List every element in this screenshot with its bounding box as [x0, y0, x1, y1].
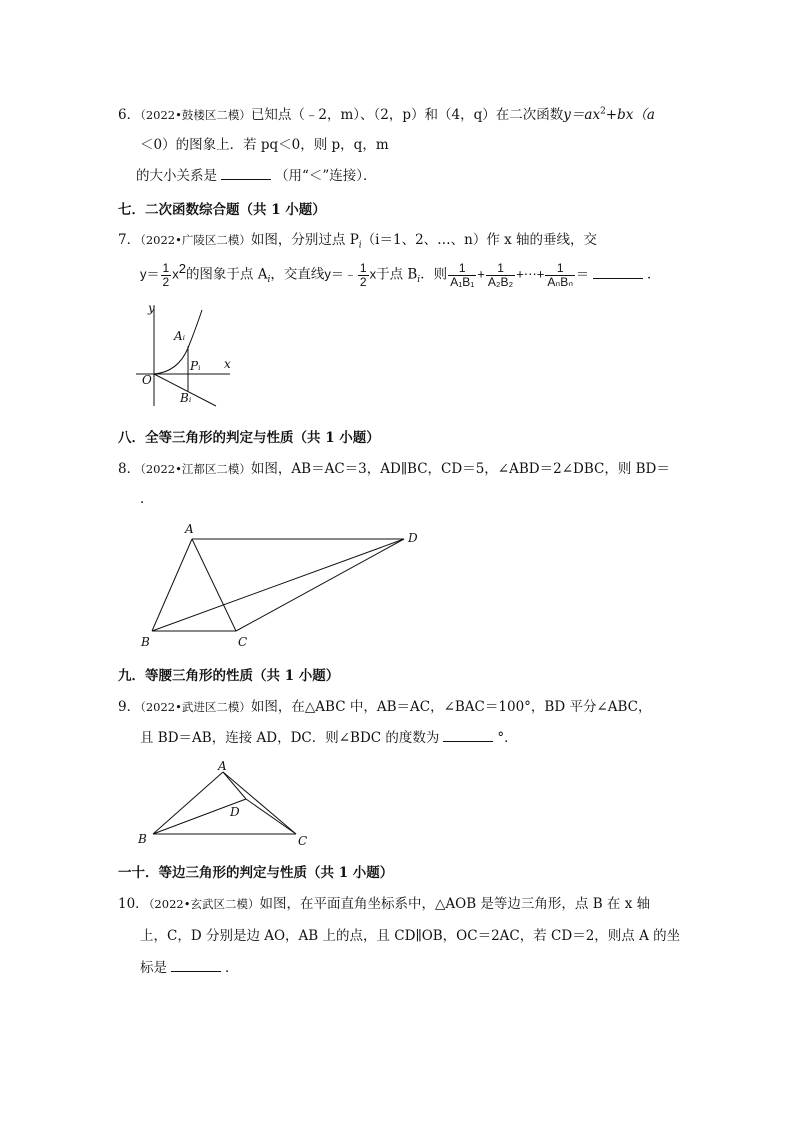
q7-sum-term-n: $\frac{1}{\text{AₙBₙ}}$: [547, 260, 573, 289]
label-b: B: [141, 635, 150, 649]
q10-source: （2022•玄武区二模）: [148, 897, 260, 911]
segment-ab: [152, 539, 192, 631]
label-c: C: [238, 635, 248, 649]
q7-answer-blank[interactable]: [593, 266, 643, 279]
q9-line1: [118, 695, 652, 715]
label-a: A: [218, 759, 227, 773]
q7-number: 7．: [118, 232, 141, 248]
q7-fraction-half: $\frac{1}{2}$: [162, 260, 170, 289]
q6-line3: [136, 164, 377, 184]
section-10-heading: 一十．等边三角形的判定与性质（共 1 小题）: [118, 865, 394, 881]
q10-number: 10．: [118, 896, 149, 912]
label-o: O: [142, 373, 152, 387]
q8-text: 如图，AB＝AC＝3，AD∥BC，CD＝5，∠ABD＝2∠DBC，则 BD＝: [250, 461, 670, 477]
label-y: y: [148, 301, 155, 315]
q9-number: 9．: [118, 699, 141, 715]
segment-ab: [153, 772, 223, 834]
q7-fraction-neg-half: $\frac{1}{2}$: [359, 260, 367, 289]
q10-answer-blank[interactable]: [171, 959, 221, 972]
q9-line2-text: 且 BD＝AB，连接 AD，DC．则∠BDC 的度数为: [140, 730, 440, 746]
q7-line2: y＝ $\frac{1}{2}$ $x^2$的图象于点 $A_i$，交直线y＝﹣ $\frac{1}{2}$ x于点 $B_i$．则 $\frac{1}{\text{A₁B₁}}$ + $\frac{1}{\text{A₂B₂}}$ +⋯+ $\frac{1}{\text{AₙBₙ}}$ ＝ ．: [140, 260, 661, 289]
q7-sum-term-2: $\frac{1}{\text{A₂B₂}}$: [487, 260, 514, 289]
q10-line3: [140, 956, 239, 976]
q6-line2: ＜0）的图象上．若 pq＜0，则 p，q，m: [140, 137, 389, 153]
label-c: C: [298, 834, 308, 848]
q7-source: （2022•广陵区二模）: [140, 233, 251, 247]
label-pi: Pᵢ: [190, 359, 201, 373]
q9-text: 如图，在△ABC 中，AB＝AC，∠BAC＝100°，BD 平分∠ABC，: [250, 699, 652, 715]
label-a: A: [185, 522, 194, 536]
q8-line2: ．: [140, 491, 154, 507]
q7-text-b: （i＝1、2、…、n）作 x 轴的垂线，交: [361, 232, 598, 248]
q7-text-c: 的图象于点 A: [185, 266, 268, 283]
q9-source: （2022•武进区二模）: [140, 700, 251, 714]
q6-exponent: 2: [600, 106, 606, 117]
q10-text: 如图，在平面直角坐标系中，△AOB 是等边三角形，点 B 在 x 轴: [259, 896, 651, 912]
label-x: x: [224, 357, 231, 371]
segment-bd: [152, 539, 404, 631]
q6-function-tail: +bx（a: [605, 107, 655, 123]
segment-ac: [223, 772, 296, 834]
section-7-heading: 七．二次函数综合题（共 1 小题）: [118, 202, 326, 218]
segment-ac: [192, 539, 236, 631]
label-d: D: [230, 805, 240, 819]
q6-answer-blank[interactable]: [221, 167, 271, 180]
section-8-heading: 八．全等三角形的判定与性质（共 1 小题）: [118, 430, 380, 446]
label-ai: Aᵢ: [174, 329, 186, 343]
q9-line2-tail: °．: [497, 730, 518, 746]
q7-text-a: 如图，分别过点 P: [250, 232, 359, 248]
q7-subscript: i: [358, 240, 362, 251]
q6-line1: [118, 103, 655, 123]
label-b: B: [138, 832, 147, 846]
q7-line1: [118, 228, 597, 251]
q8-line1: [118, 457, 670, 477]
q6-source: （2022•鼓楼区二模）: [140, 108, 251, 122]
q10-line3-tail: ．: [225, 960, 239, 976]
q8-number: 8．: [118, 461, 141, 477]
q7-sum-term-1: $\frac{1}{\text{A₁B₁}}$: [450, 260, 475, 289]
q8-source: （2022•江都区二模）: [140, 462, 251, 476]
q10-line3-text: 标是: [140, 960, 167, 976]
q6-line3-tail: （用“＜”连接）．: [275, 168, 377, 184]
q9-line2: [140, 726, 518, 746]
q7-y2: y＝﹣: [324, 266, 357, 282]
segment-ad: [223, 772, 246, 799]
q10-line2: 上，C，D 分别是边 AO，AB 上的点，且 CD∥OB，OC＝2AC，若 CD＝2，则点 A 的坐: [140, 928, 681, 944]
q6-text: 已知点（﹣2，m）、（2，p）和（4，q）在二次函数: [250, 107, 564, 123]
segment-dc: [246, 799, 296, 834]
q8-figure: [138, 518, 428, 650]
q9-figure: [133, 757, 313, 849]
q9-answer-blank[interactable]: [443, 729, 493, 742]
segment-cd: [236, 539, 404, 631]
q6-line3-text: 的大小关系是: [136, 168, 217, 184]
label-bi: Bᵢ: [180, 391, 192, 405]
q7-y1: y＝: [140, 266, 160, 282]
q10-line1: [118, 892, 650, 912]
q6-number: 6．: [118, 107, 141, 123]
q6-function: y＝ax: [563, 107, 601, 123]
section-9-heading: 九．等腰三角形的性质（共 1 小题）: [118, 668, 340, 684]
label-d: D: [408, 531, 418, 545]
q7-figure: [130, 298, 240, 413]
